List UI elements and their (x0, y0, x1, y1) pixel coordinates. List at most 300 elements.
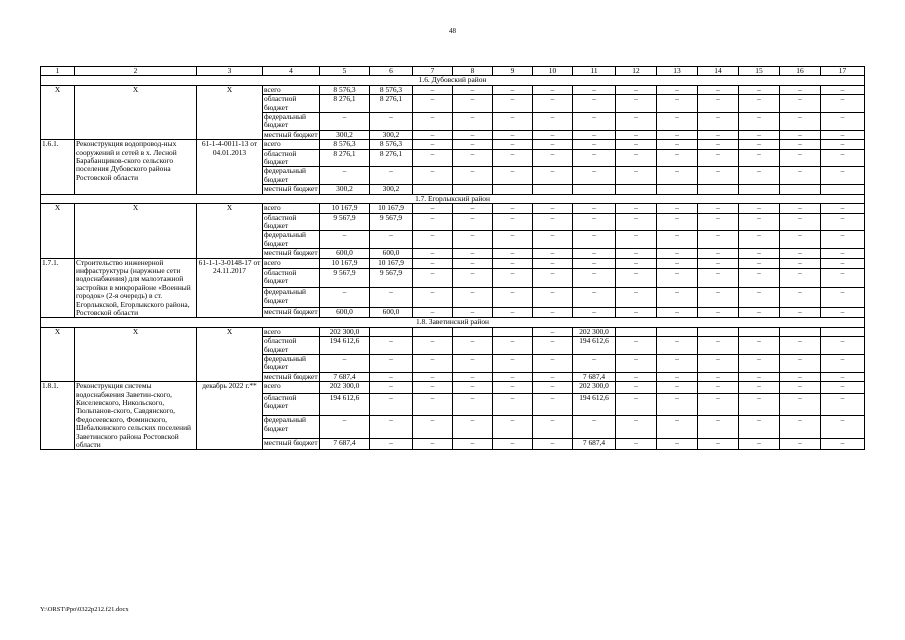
value-cell: – (657, 268, 698, 288)
value-cell: – (413, 249, 453, 258)
value-cell: – (533, 355, 573, 373)
value-cell: – (413, 204, 453, 213)
value-cell: – (573, 213, 616, 231)
value-cell: – (616, 308, 657, 318)
value-cell: 202 300,0 (320, 382, 370, 394)
budget-type-label: областной бюджет (263, 213, 320, 231)
value-cell: – (657, 355, 698, 373)
value-cell: – (616, 231, 657, 249)
budget-type-label: всего (263, 258, 320, 268)
value-cell: – (739, 85, 780, 94)
value-cell: – (370, 231, 413, 249)
value-cell: – (739, 438, 780, 450)
value-cell: – (657, 416, 698, 438)
value-cell: – (616, 258, 657, 268)
value-cell: – (413, 85, 453, 94)
value-cell: – (616, 140, 657, 149)
value-cell: – (616, 382, 657, 394)
budget-type-label: местный бюджет (264, 184, 318, 194)
value-cell: – (413, 213, 453, 231)
value-cell: – (698, 130, 739, 139)
budget-type-label: всего (263, 382, 320, 394)
object-name: Х (75, 327, 197, 381)
value-cell: 194 612,6 (320, 394, 370, 416)
value-cell: – (657, 213, 698, 231)
value-cell: – (453, 95, 493, 113)
value-cell: – (739, 308, 780, 318)
value-cell: – (821, 258, 865, 268)
budget-type-label: федеральный бюджет (263, 231, 320, 249)
value-cell: – (453, 113, 493, 131)
column-number: 14 (698, 67, 739, 76)
value-cell: – (698, 85, 739, 94)
value-cell: – (780, 438, 821, 450)
value-cell (780, 327, 821, 336)
value-cell: – (780, 113, 821, 131)
value-cell: – (573, 167, 616, 185)
value-cell: – (370, 438, 413, 450)
budget-type-label: областной бюджет (263, 268, 320, 288)
value-cell: 10 167,9 (370, 258, 413, 268)
value-cell: – (780, 213, 821, 231)
column-number: 12 (616, 67, 657, 76)
value-cell: – (413, 438, 453, 450)
value-cell: – (616, 167, 657, 185)
value-cell: 600,0 (370, 249, 413, 258)
value-cell: – (780, 394, 821, 416)
document-reference: Х (197, 327, 263, 381)
column-number: 13 (657, 67, 698, 76)
value-cell: – (616, 416, 657, 438)
value-cell: – (413, 337, 453, 355)
value-cell: – (533, 85, 573, 94)
budget-row (41, 382, 865, 394)
value-cell: – (533, 258, 573, 268)
value-cell: – (780, 130, 821, 139)
value-cell: – (657, 288, 698, 308)
value-cell (821, 185, 865, 194)
value-cell: – (453, 140, 493, 149)
value-cell: – (493, 85, 533, 94)
value-cell: – (413, 231, 453, 249)
value-cell: – (780, 204, 821, 213)
value-cell: – (698, 113, 739, 131)
column-number: 8 (453, 67, 493, 76)
budget-type-label: федеральный бюджет (263, 113, 320, 131)
value-cell: – (780, 268, 821, 288)
value-cell: – (657, 337, 698, 355)
value-cell: – (616, 249, 657, 258)
column-number: 11 (573, 67, 616, 76)
value-cell: – (413, 149, 453, 167)
value-cell: – (657, 372, 698, 381)
value-cell: – (453, 308, 493, 318)
value-cell: – (616, 355, 657, 373)
budget-type-label: местный бюджет (264, 248, 318, 258)
value-cell: – (780, 258, 821, 268)
column-number: 3 (197, 67, 263, 76)
value-cell: – (739, 149, 780, 167)
value-cell: – (616, 85, 657, 94)
budget-type-label: федеральный бюджет (263, 288, 320, 308)
value-cell: 300,2 (320, 130, 370, 139)
value-cell: – (370, 416, 413, 438)
value-cell: – (413, 372, 453, 381)
value-cell (413, 327, 453, 336)
value-cell: – (493, 231, 533, 249)
value-cell (657, 185, 698, 194)
item-number: 1.7.1. (41, 258, 75, 318)
value-cell: – (821, 438, 865, 450)
value-cell: – (616, 288, 657, 308)
column-number: 9 (493, 67, 533, 76)
value-cell: – (573, 204, 616, 213)
value-cell: – (320, 288, 370, 308)
section-title: 1.7. Егорлыкский район (41, 194, 865, 203)
document-reference: Х (197, 85, 263, 139)
value-cell: – (453, 337, 493, 355)
value-cell: – (453, 149, 493, 167)
value-cell: 9 567,9 (320, 268, 370, 288)
value-cell: – (780, 95, 821, 113)
value-cell: – (573, 258, 616, 268)
value-cell (493, 185, 533, 194)
section-title: 1.6. Дубовский район (41, 76, 865, 85)
value-cell: – (573, 95, 616, 113)
value-cell: – (370, 288, 413, 308)
value-cell: – (533, 327, 573, 336)
value-cell: – (698, 149, 739, 167)
value-cell: 600,0 (320, 249, 370, 258)
value-cell: – (780, 140, 821, 149)
value-cell: – (616, 372, 657, 381)
value-cell: – (657, 231, 698, 249)
value-cell: – (821, 140, 865, 149)
value-cell: – (780, 308, 821, 318)
item-number: 1.8.1. (41, 382, 75, 450)
value-cell: – (533, 337, 573, 355)
value-cell: – (739, 268, 780, 288)
value-cell: – (698, 355, 739, 373)
value-cell: – (780, 167, 821, 185)
value-cell: – (453, 249, 493, 258)
value-cell: – (616, 213, 657, 231)
object-name: Х (75, 204, 197, 258)
value-cell: 600,0 (370, 308, 413, 318)
budget-type-label: всего (263, 140, 320, 149)
value-cell (370, 327, 413, 336)
budget-row (41, 204, 865, 213)
value-cell: – (616, 130, 657, 139)
object-name: Х (75, 85, 197, 139)
value-cell: – (739, 113, 780, 131)
value-cell: – (698, 249, 739, 258)
budget-type-label: местный бюджет (264, 307, 318, 317)
value-cell: 8 576,3 (370, 85, 413, 94)
value-cell: 194 612,6 (320, 337, 370, 355)
value-cell (698, 185, 739, 194)
value-cell: – (616, 95, 657, 113)
value-cell: 300,2 (320, 185, 370, 194)
value-cell: – (657, 149, 698, 167)
value-cell: – (413, 394, 453, 416)
item-number: Х (41, 204, 75, 258)
value-cell: – (370, 394, 413, 416)
value-cell: – (493, 95, 533, 113)
value-cell: – (698, 167, 739, 185)
value-cell: – (413, 258, 453, 268)
value-cell: – (739, 288, 780, 308)
value-cell: – (739, 394, 780, 416)
value-cell: – (698, 213, 739, 231)
value-cell: – (616, 337, 657, 355)
value-cell: – (493, 249, 533, 258)
value-cell: 10 167,9 (320, 204, 370, 213)
value-cell: 10 167,9 (370, 204, 413, 213)
value-cell: – (821, 95, 865, 113)
value-cell: – (573, 249, 616, 258)
value-cell: – (739, 249, 780, 258)
value-cell: – (493, 130, 533, 139)
value-cell: – (320, 113, 370, 131)
budget-type-label: федеральный бюджет (263, 355, 320, 373)
value-cell: – (821, 85, 865, 94)
value-cell: – (493, 288, 533, 308)
value-cell: – (616, 438, 657, 450)
value-cell: – (739, 372, 780, 381)
column-number-row (41, 67, 865, 76)
value-cell: – (320, 416, 370, 438)
value-cell: – (413, 140, 453, 149)
value-cell: – (821, 213, 865, 231)
value-cell: – (821, 337, 865, 355)
value-cell: – (780, 382, 821, 394)
value-cell: – (698, 394, 739, 416)
value-cell: – (413, 167, 453, 185)
value-cell: – (780, 231, 821, 249)
value-cell: – (739, 337, 780, 355)
value-cell: – (821, 416, 865, 438)
value-cell: – (616, 113, 657, 131)
value-cell: – (413, 382, 453, 394)
value-cell: 8 576,3 (320, 140, 370, 149)
value-cell: – (370, 167, 413, 185)
value-cell: – (453, 438, 493, 450)
value-cell: – (533, 130, 573, 139)
value-cell: – (780, 372, 821, 381)
budget-type-label: всего (263, 204, 320, 213)
object-name: Реконструкция водопровод-ных сооружений и сетей в х. Лесной Барабанщиков-ского сельского поселения Дубовского района Ростовской области (75, 140, 197, 194)
value-cell: – (453, 130, 493, 139)
value-cell: – (533, 95, 573, 113)
value-cell: – (493, 382, 533, 394)
value-cell: – (493, 213, 533, 231)
page-number: 48 (449, 27, 456, 35)
column-number: 5 (320, 67, 370, 76)
section-title: 1.8. Заветинский район (41, 318, 865, 327)
value-cell: – (657, 130, 698, 139)
value-cell: 202 300,0 (320, 327, 370, 336)
value-cell (657, 327, 698, 336)
value-cell (698, 327, 739, 336)
value-cell: – (573, 416, 616, 438)
value-cell: – (320, 355, 370, 373)
object-name: Строительство инженерной инфраструктуры (наружные сети водоснабжения) для малоэтажной застройки в микрорайоне «Военный городок» (2-я очередь) в ст. Егорлыкской, Егорлыкского района, Ростовской области (75, 258, 197, 318)
budget-type-label: федеральный бюджет (263, 416, 320, 438)
value-cell: – (698, 438, 739, 450)
value-cell: – (573, 288, 616, 308)
value-cell: – (698, 231, 739, 249)
object-name: Реконструкция системы водоснабжения Заветин-ского, Киселевского, Никольского, Тюльпанов-ского, Савдянского, Федосеевского, Фоминского, Шебалкинского сельских поселений Заветинского района Ростовской области (75, 382, 197, 450)
value-cell: 300,2 (370, 130, 413, 139)
value-cell: – (453, 85, 493, 94)
value-cell: – (573, 308, 616, 318)
value-cell: – (533, 382, 573, 394)
value-cell: 10 167,9 (320, 258, 370, 268)
value-cell: – (821, 130, 865, 139)
value-cell: 300,2 (370, 185, 413, 194)
value-cell (453, 327, 493, 336)
value-cell: – (821, 149, 865, 167)
value-cell: – (739, 167, 780, 185)
value-cell: – (453, 231, 493, 249)
value-cell: – (698, 258, 739, 268)
value-cell: – (821, 394, 865, 416)
value-cell: – (739, 416, 780, 438)
value-cell: – (573, 231, 616, 249)
value-cell: 7 687,4 (573, 372, 616, 381)
value-cell: – (616, 268, 657, 288)
value-cell: – (370, 337, 413, 355)
value-cell: – (533, 372, 573, 381)
value-cell: – (533, 231, 573, 249)
value-cell: 202 300,0 (573, 327, 616, 336)
value-cell: – (453, 372, 493, 381)
value-cell: – (739, 204, 780, 213)
value-cell (616, 327, 657, 336)
value-cell: – (413, 308, 453, 318)
value-cell: – (739, 231, 780, 249)
value-cell: 600,0 (320, 308, 370, 318)
value-cell: – (493, 337, 533, 355)
value-cell: – (573, 355, 616, 373)
budget-type-label: местный бюджет (263, 438, 320, 450)
value-cell: 8 276,1 (320, 149, 370, 167)
document-reference: декабрь 2022 г.** (197, 382, 263, 450)
value-cell: – (739, 258, 780, 268)
footer-file-path: Y:\ORST\Ppo\0322p212.f21.docx (40, 606, 129, 613)
value-cell (533, 185, 573, 194)
value-cell: – (739, 95, 780, 113)
value-cell: – (493, 438, 533, 450)
value-cell: – (657, 140, 698, 149)
budget-type-label: областной бюджет (263, 394, 320, 416)
value-cell: 8 276,1 (370, 95, 413, 113)
value-cell: – (573, 149, 616, 167)
value-cell: – (453, 355, 493, 373)
value-cell: – (493, 394, 533, 416)
value-cell: – (698, 382, 739, 394)
value-cell: – (821, 268, 865, 288)
budget-type-label: местный бюджет (264, 372, 318, 381)
value-cell: – (739, 130, 780, 139)
value-cell: 202 300,0 (573, 382, 616, 394)
value-cell: – (493, 167, 533, 185)
value-cell: – (533, 394, 573, 416)
budget-table (40, 66, 865, 450)
value-cell: – (780, 355, 821, 373)
column-number: 6 (370, 67, 413, 76)
value-cell: – (413, 355, 453, 373)
value-cell: – (698, 140, 739, 149)
value-cell: – (657, 394, 698, 416)
value-cell: – (821, 231, 865, 249)
value-cell: – (698, 95, 739, 113)
value-cell: – (657, 204, 698, 213)
value-cell: – (453, 382, 493, 394)
value-cell: – (533, 167, 573, 185)
column-number: 2 (75, 67, 197, 76)
value-cell: – (533, 268, 573, 288)
value-cell: 7 687,4 (573, 438, 616, 450)
column-number: 10 (533, 67, 573, 76)
column-number: 15 (739, 67, 780, 76)
value-cell: – (533, 113, 573, 131)
value-cell (739, 327, 780, 336)
budget-row (41, 327, 865, 336)
column-number: 7 (413, 67, 453, 76)
value-cell: – (698, 308, 739, 318)
item-number: Х (41, 327, 75, 381)
budget-type-label: всего (263, 327, 320, 336)
value-cell (739, 185, 780, 194)
value-cell: – (739, 140, 780, 149)
document-reference: 61-1-1-3-0148-17 от 24.11.2017 (197, 258, 263, 318)
value-cell: – (657, 249, 698, 258)
value-cell: – (821, 382, 865, 394)
value-cell: – (657, 167, 698, 185)
budget-type-label: областной бюджет (263, 337, 320, 355)
value-cell: 194 612,6 (573, 337, 616, 355)
value-cell: – (616, 149, 657, 167)
column-number: 17 (821, 67, 865, 76)
value-cell: – (657, 438, 698, 450)
value-cell: – (698, 268, 739, 288)
value-cell: – (370, 382, 413, 394)
value-cell: – (573, 113, 616, 131)
value-cell (413, 185, 453, 194)
value-cell: – (739, 382, 780, 394)
value-cell (493, 327, 533, 336)
value-cell: – (533, 288, 573, 308)
value-cell: – (370, 113, 413, 131)
value-cell: – (453, 288, 493, 308)
value-cell: – (657, 113, 698, 131)
value-cell: 8 576,3 (370, 140, 413, 149)
value-cell (780, 185, 821, 194)
document-reference: Х (197, 204, 263, 258)
value-cell: – (780, 149, 821, 167)
value-cell: 7 687,4 (320, 372, 370, 381)
value-cell: – (657, 308, 698, 318)
value-cell: 7 687,4 (320, 438, 370, 450)
value-cell: – (657, 258, 698, 268)
item-number: Х (41, 85, 75, 139)
value-cell: – (780, 85, 821, 94)
value-cell: – (320, 167, 370, 185)
section-header-row (41, 76, 865, 85)
budget-type-label: областной бюджет (263, 149, 320, 167)
